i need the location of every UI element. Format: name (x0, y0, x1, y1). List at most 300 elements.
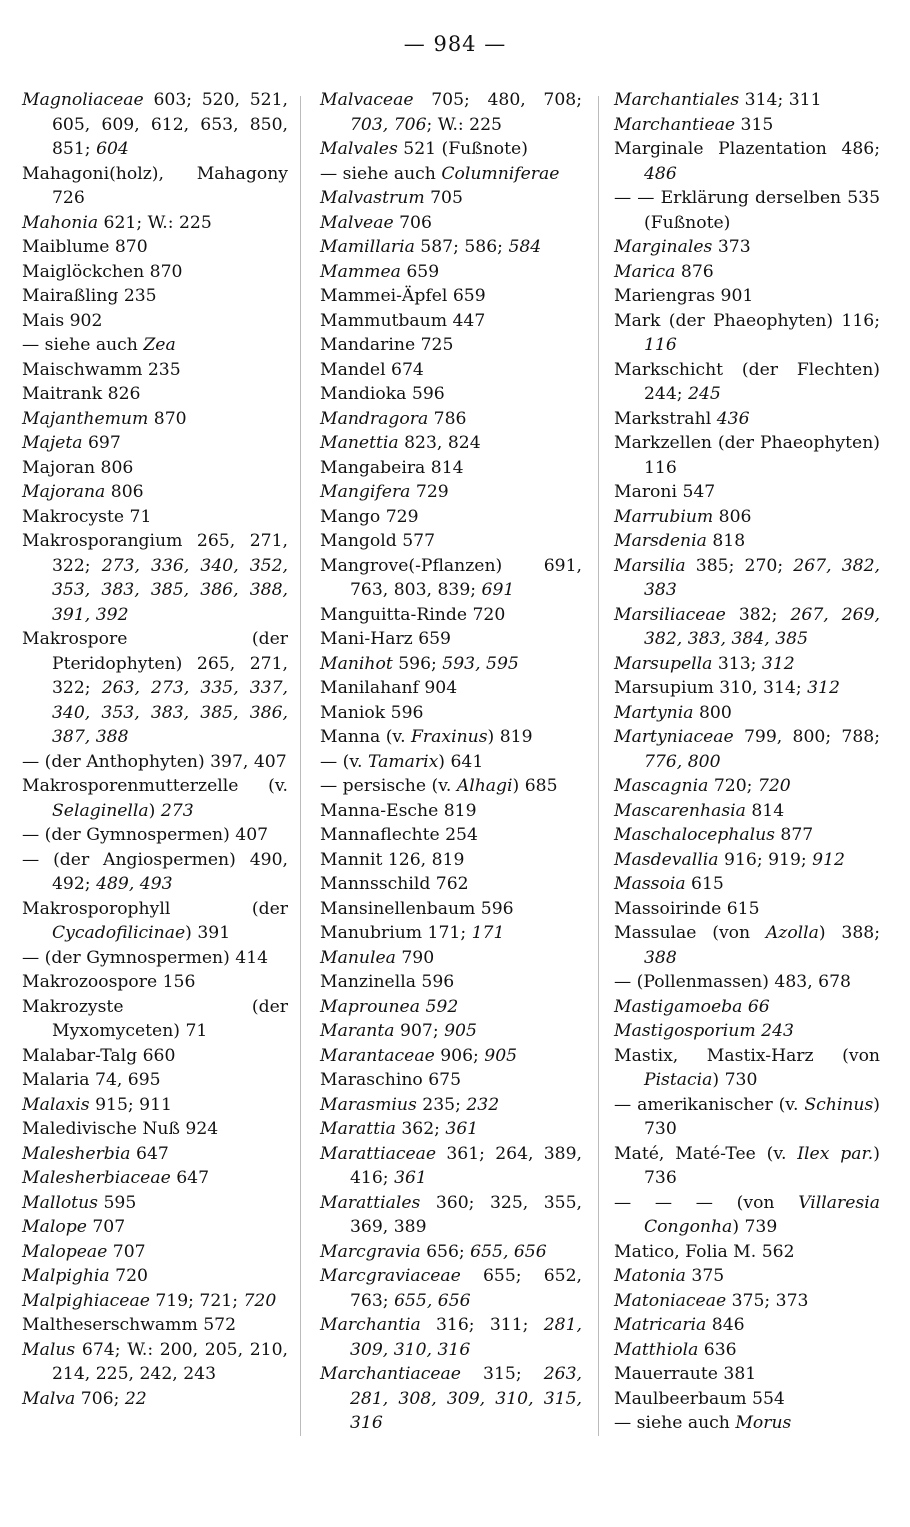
index-text: ) 736 (644, 1143, 880, 1188)
index-text: 818 (706, 531, 746, 551)
index-term-italic: 263, 273, 335, 337, 340, 353, 383, 385, 386, 387, 388 (52, 678, 289, 747)
index-text: Manguitta-Rinde 720 (320, 604, 506, 625)
index-entry (320, 358, 582, 383)
index-term-italic: Majorana (22, 482, 106, 502)
index-entry (614, 113, 880, 138)
index-text: 877 (774, 825, 814, 845)
index-text: Makrospore (der Pteridophyten) 265, 271, 322; (22, 629, 288, 698)
index-text: Maté, Maté-Tee (v. (614, 1143, 798, 1164)
index-term-italic: Malvales (320, 139, 398, 159)
index-term-italic: 273, 336, 340, 352, 353, 383, 385, 386, 388, 391, 392 (52, 555, 289, 625)
index-entry (22, 1264, 288, 1289)
index-text: 916; 919; (718, 849, 813, 870)
index-text: 313; (712, 653, 762, 674)
index-entry (320, 1362, 582, 1436)
index-term-italic: Marsilia (614, 555, 686, 576)
index-entry (614, 897, 880, 922)
index-text: Mangold 577 (320, 531, 436, 551)
index-text: Malabar-Talg 660 (22, 1045, 176, 1066)
index-term-italic: Malopeae (22, 1241, 108, 1262)
index-text: Marsupium 310, 314; (614, 678, 808, 698)
index-text: 674; W.: 200, 205, 210, 214, 225, 242, 243 (52, 1339, 288, 1384)
index-entry (614, 1191, 880, 1240)
index-term-italic: 388 (644, 947, 677, 968)
index-term-italic: 905 (484, 1045, 518, 1066)
index-term-italic: Mascagnia (614, 776, 709, 796)
index-entry (614, 774, 880, 799)
index-text: Mango 729 (320, 506, 419, 527)
index-entry (320, 774, 582, 799)
index-entry (320, 627, 582, 652)
index-term-italic: Zea (143, 335, 176, 355)
index-entry (22, 505, 288, 530)
index-term-italic: Malus (22, 1339, 76, 1360)
index-text: 915; 911 (89, 1094, 172, 1115)
index-text: — (der Gymnospermen) 414 (22, 947, 269, 968)
index-text: Manna (v. (320, 727, 411, 747)
index-term-italic: Mahonia (22, 212, 99, 233)
index-entry (320, 1240, 582, 1265)
index-term-italic: 273 (160, 800, 194, 821)
index-entry (22, 750, 288, 775)
index-entry (22, 1142, 288, 1167)
index-term-italic: 604 (96, 139, 129, 159)
index-text: — (der Anthophyten) 397, 407 (22, 751, 287, 772)
index-text: Manubrium 171; (320, 923, 472, 943)
index-text: Mastix, Mastix-Harz (von (614, 1045, 880, 1066)
index-entry (320, 823, 582, 848)
index-text: 235; (416, 1094, 467, 1115)
index-text: 316; 311; (420, 1315, 544, 1335)
index-entry (22, 431, 288, 456)
index-text: Marginale Plazentation 486; (614, 139, 880, 159)
index-entry (22, 1044, 288, 1069)
index-entry (320, 799, 582, 824)
index-entry (614, 529, 880, 554)
index-term-italic: 489, 493 (96, 874, 173, 894)
index-text: Mahagoni(holz), Mahagony 726 (22, 163, 288, 208)
index-text: Mandioka 596 (320, 384, 445, 404)
index-text: 362; (395, 1119, 446, 1139)
index-term-italic: Matonia (614, 1266, 686, 1286)
index-text: 315 (735, 114, 774, 135)
index-entry (22, 333, 288, 358)
index-entry (320, 1093, 582, 1118)
index-text: 870 (148, 408, 187, 429)
index-term-italic: 655, 656 (470, 1241, 547, 1262)
index-entry (22, 1117, 288, 1142)
index-entry (614, 848, 880, 873)
index-entry (22, 88, 288, 162)
index-entry (320, 848, 582, 873)
index-entry (320, 137, 582, 162)
index-term-italic: Mascarenhasia (614, 800, 746, 821)
index-term-italic: Mastigosporium (614, 1021, 756, 1041)
index-term-italic: 263, 281, 308, 309, 310, 315, 316 (350, 1364, 582, 1433)
index-entry (320, 260, 582, 285)
index-term-italic: 655, 656 (394, 1290, 471, 1311)
index-text: 706; (75, 1388, 125, 1409)
index-entry (320, 676, 582, 701)
index-entry (320, 701, 582, 726)
index-term-italic: Malpighiaceae (22, 1290, 150, 1311)
index-term-italic: Mallotus (22, 1192, 98, 1213)
index-entry (22, 1240, 288, 1265)
index-term-italic: Marcgravia (320, 1241, 421, 1262)
index-text: Makrozoospore 156 (22, 972, 196, 992)
index-term-italic: Manihot (320, 653, 393, 674)
index-term-italic: Selaginella (52, 800, 149, 821)
index-text: ; W.: 225 (426, 114, 502, 135)
index-entry (614, 872, 880, 897)
index-entry (22, 1068, 288, 1093)
index-entry (320, 872, 582, 897)
index-entry (614, 823, 880, 848)
index-term-italic: Malvastrum (320, 188, 425, 208)
index-text: 655; 652, 763; (350, 1266, 582, 1311)
index-term-italic: Columniferae (441, 163, 560, 184)
index-term-italic: 267, 269, 382, 383, 384, 385 (644, 604, 880, 649)
index-term-italic: Magnoliaceae (22, 90, 144, 110)
index-text: 361; 264, 389, 416; (350, 1143, 582, 1188)
index-entry (22, 1166, 288, 1191)
index-term-italic: 593, 595 (442, 653, 519, 674)
index-term-italic: Malesherbia (22, 1143, 131, 1164)
column-divider (598, 96, 599, 1436)
index-term-italic: Marattia (320, 1119, 396, 1139)
index-text: Makrosporenmutterzelle (v. (22, 776, 288, 796)
index-entry (614, 309, 880, 358)
index-entry (22, 529, 288, 627)
index-entry (614, 676, 880, 701)
index-term-italic: Marcgraviaceae (320, 1266, 461, 1286)
index-text: Mammutbaum 447 (320, 310, 486, 331)
index-entry (22, 1191, 288, 1216)
index-text: — (der Angiospermen) 490, 492; (22, 849, 288, 894)
index-entry (320, 1264, 582, 1313)
index-text: 314; 311 (739, 90, 822, 110)
column-divider (300, 96, 301, 1436)
index-entry (320, 652, 582, 677)
index-term-italic: 245 (688, 384, 721, 404)
index-term-italic: 720 (243, 1290, 277, 1311)
index-term-italic: 312 (807, 678, 840, 698)
index-text: Mammei-Äpfel 659 (320, 286, 486, 306)
index-entry (320, 162, 582, 187)
index-entry (320, 505, 582, 530)
index-text: Mannsschild 762 (320, 874, 469, 894)
index-term-italic: Malvaceae (320, 90, 414, 110)
index-term-italic: Manulea (320, 947, 396, 968)
index-term-italic: Martyniaceae (614, 727, 734, 747)
index-text: — (Pollenmassen) 483, 678 (614, 972, 851, 992)
index-entry (320, 1044, 582, 1069)
index-text: 786 (428, 408, 467, 429)
index-term-italic: Mandragora (320, 408, 429, 429)
index-entry (320, 1142, 582, 1191)
index-term-italic: Marginales (614, 237, 713, 257)
index-text: Massulae (von (614, 923, 766, 943)
index-text: 806 (105, 482, 144, 502)
index-entry (614, 186, 880, 235)
index-entry (614, 995, 880, 1020)
index-text: — siehe auch (614, 1413, 736, 1433)
index-text: 876 (675, 261, 714, 282)
index-term-italic: Mastigamoeba (614, 996, 743, 1017)
index-text: Makrocyste 71 (22, 506, 152, 527)
index-text: Massoirinde 615 (614, 898, 760, 919)
index-entry (614, 407, 880, 432)
index-entry (320, 211, 582, 236)
index-entry (614, 480, 880, 505)
index-entry (614, 1289, 880, 1314)
index-entry (614, 505, 880, 530)
index-entry (22, 407, 288, 432)
index-term-italic: Malva (22, 1388, 76, 1409)
index-entry (320, 1019, 582, 1044)
index-entry (614, 1142, 880, 1191)
index-entry (614, 701, 880, 726)
index-entry (614, 1362, 880, 1387)
index-term-italic: 584 (508, 237, 542, 257)
index-text: ) 819 (487, 727, 533, 747)
index-term-italic: Mangifera (320, 482, 411, 502)
index-term-italic: Malaxis (22, 1094, 90, 1115)
index-text: — amerikanischer (v. (614, 1094, 805, 1115)
index-entry (22, 1338, 288, 1387)
index-term-italic: Marasmius (320, 1094, 417, 1115)
index-term-italic: Maranta (320, 1021, 395, 1041)
index-entry (320, 284, 582, 309)
index-entry (22, 995, 288, 1044)
index-entry (22, 1387, 288, 1412)
index-term-italic: Pistacia (644, 1070, 713, 1090)
index-text: 720 (109, 1266, 148, 1286)
index-entry (320, 1068, 582, 1093)
index-entry (614, 1240, 880, 1265)
index-text: Makrosporangium 265, 271, 322; (22, 531, 288, 576)
index-term-italic: Mammea (320, 261, 401, 282)
index-text: 373 (712, 237, 751, 257)
index-term-italic: Morus (735, 1413, 792, 1433)
index-term-italic: Malpighia (22, 1266, 110, 1286)
index-text: Maischwamm 235 (22, 359, 181, 380)
index-term-italic: 592 (425, 996, 459, 1017)
index-term-italic: 720 (757, 776, 791, 796)
index-text: 595 (97, 1192, 137, 1213)
index-term-italic: Marchantiales (614, 90, 740, 110)
index-text: 596; (392, 653, 443, 674)
index-entry (22, 358, 288, 383)
index-entry (614, 799, 880, 824)
index-entry (614, 1411, 880, 1436)
index-text: Mani-Harz 659 (320, 629, 451, 649)
index-entry (22, 456, 288, 481)
index-text: 729 (410, 482, 449, 502)
index-term-italic: 243 (761, 1021, 794, 1041)
index-term-italic: Marsdenia (614, 531, 707, 551)
index-term-italic: 436 (716, 408, 750, 429)
index-entry (320, 480, 582, 505)
index-entry (614, 725, 880, 774)
index-entry (22, 1289, 288, 1314)
index-text: 720; (708, 776, 758, 796)
index-column-right (614, 88, 880, 1436)
index-text: 647 (170, 1168, 210, 1188)
index-term-italic: Martynia (614, 702, 694, 723)
index-entry (614, 1387, 880, 1412)
index-term-italic: Azolla (765, 923, 819, 943)
index-text: 705 (424, 188, 463, 208)
index-entry (614, 1338, 880, 1363)
index-term-italic: Malveae (320, 212, 394, 233)
index-term-italic: Ilex par. (797, 1143, 874, 1164)
index-text: Manna-Esche 819 (320, 800, 477, 821)
index-entry (320, 554, 582, 603)
index-text: 382; (725, 604, 791, 625)
index-entry (320, 456, 582, 481)
index-text: 814 (745, 800, 785, 821)
index-text: Malaria 74, 695 (22, 1070, 161, 1090)
index-text: 806 (713, 506, 752, 527)
index-text: 621; W.: 225 (98, 212, 212, 233)
index-entry (320, 88, 582, 137)
index-text: 385; 270; (685, 555, 794, 576)
index-entry (22, 480, 288, 505)
index-entry (22, 284, 288, 309)
index-text: Maltheserschwamm 572 (22, 1315, 237, 1335)
index-term-italic: Masdevallia (614, 849, 719, 870)
index-term-italic: Marantaceae (320, 1045, 435, 1066)
index-term-italic: 361 (445, 1119, 479, 1139)
index-text: — — — (von (614, 1192, 799, 1213)
index-term-italic: 905 (444, 1021, 477, 1041)
index-entry (22, 970, 288, 995)
index-entry (320, 970, 582, 995)
index-term-italic: Marchantia (320, 1315, 421, 1335)
index-text: 719; 721; (149, 1290, 244, 1311)
index-entry (22, 1313, 288, 1338)
index-term-italic: Marattiales (320, 1192, 421, 1213)
index-term-italic: 281, 309, 310, 316 (350, 1315, 582, 1360)
index-text: Mark (der Phaeophyten) 116; (614, 310, 880, 331)
index-term-italic: 66 (747, 996, 770, 1017)
index-text: Maulbeerbaum 554 (614, 1388, 785, 1409)
index-term-italic: Alhagi (456, 776, 513, 796)
index-text: Markzellen (der Phaeophyten) 116 (614, 433, 880, 478)
index-entry (614, 358, 880, 407)
index-text: 846 (706, 1315, 745, 1335)
index-text: — — Erklärung derselben 535 (Fußnote) (614, 188, 880, 233)
index-text: Markschicht (der Flechten) 244; (614, 359, 880, 404)
index-text: 647 (130, 1143, 169, 1164)
index-entry (320, 382, 582, 407)
index-entry (320, 725, 582, 750)
index-term-italic: Marrubium (614, 506, 714, 527)
index-text: — (v. (320, 751, 368, 772)
index-term-italic: Cycadofilicinae (52, 923, 186, 943)
index-term-italic: 776, 800 (644, 751, 721, 772)
index-text: Manzinella 596 (320, 972, 455, 992)
index-entry (614, 88, 880, 113)
index-text: 587; 586; (414, 237, 509, 257)
index-term-italic: 361 (394, 1168, 427, 1188)
index-entry (320, 186, 582, 211)
index-term-italic: 912 (812, 849, 845, 870)
index-text: — persische (v. (320, 776, 457, 796)
index-entry (320, 603, 582, 628)
index-term-italic: Majeta (22, 433, 83, 453)
page-number: — 984 — (403, 32, 507, 56)
index-text: ) 730 (644, 1094, 880, 1139)
index-entry (320, 1117, 582, 1142)
index-entry (22, 897, 288, 946)
index-term-italic: Marchantieae (614, 114, 736, 135)
index-entry (22, 848, 288, 897)
index-term-italic: Tamarix (367, 751, 439, 772)
index-text: Makrosporophyll (der (22, 898, 288, 919)
index-entry (320, 946, 582, 971)
index-text: Majoran 806 (22, 457, 134, 478)
index-entry (22, 309, 288, 334)
index-entry (614, 921, 880, 970)
index-entry (22, 235, 288, 260)
index-text: 360; 325, 355, 369, 389 (350, 1192, 582, 1237)
index-term-italic: 703, 706 (350, 114, 427, 135)
index-text: Maiglöckchen 870 (22, 261, 183, 282)
index-entry (320, 431, 582, 456)
index-term-italic: 116 (644, 335, 677, 355)
index-text: ) 388; (818, 923, 880, 943)
index-entry (22, 260, 288, 285)
index-text: 823, 824 (398, 433, 481, 453)
index-text: 790 (395, 947, 435, 968)
index-text: — (der Gymnospermen) 407 (22, 825, 269, 845)
index-term-italic: Marsupella (614, 653, 713, 674)
index-text: 603; 520, 521, 605, 609, 612, 653, 850, 851; (52, 90, 288, 159)
index-text: ) 685 (512, 776, 558, 796)
index-entry (614, 260, 880, 285)
index-text: 906; (434, 1045, 485, 1066)
index-term-italic: Fraxinus (411, 727, 488, 747)
index-text: 521 (Fußnote) (397, 139, 528, 159)
index-entry (320, 897, 582, 922)
index-text: Mais 902 (22, 310, 103, 331)
index-text: Mannit 126, 819 (320, 849, 465, 870)
index-entry (320, 235, 582, 260)
index-text: Manilahanf 904 (320, 678, 458, 698)
index-entry (614, 1093, 880, 1142)
index-entry (22, 627, 288, 750)
index-term-italic: 312 (761, 653, 795, 674)
index-term-italic: Marica (614, 261, 676, 282)
index-column-left (22, 88, 288, 1411)
index-text: Mangabeira 814 (320, 457, 464, 478)
index-entry (614, 284, 880, 309)
index-entry (22, 382, 288, 407)
index-text: 705; 480, 708; (413, 90, 582, 110)
index-entry (320, 1313, 582, 1362)
index-text: ) 739 (732, 1217, 778, 1237)
index-entry (22, 211, 288, 236)
index-text: ) 730 (712, 1070, 758, 1090)
index-term-italic: 22 (124, 1388, 147, 1409)
index-text: 375; 373 (726, 1290, 809, 1311)
index-text: 375 (685, 1266, 725, 1286)
index-term-italic: 171 (471, 923, 505, 943)
index-term-italic: 691 (481, 580, 515, 600)
index-entry (614, 137, 880, 186)
